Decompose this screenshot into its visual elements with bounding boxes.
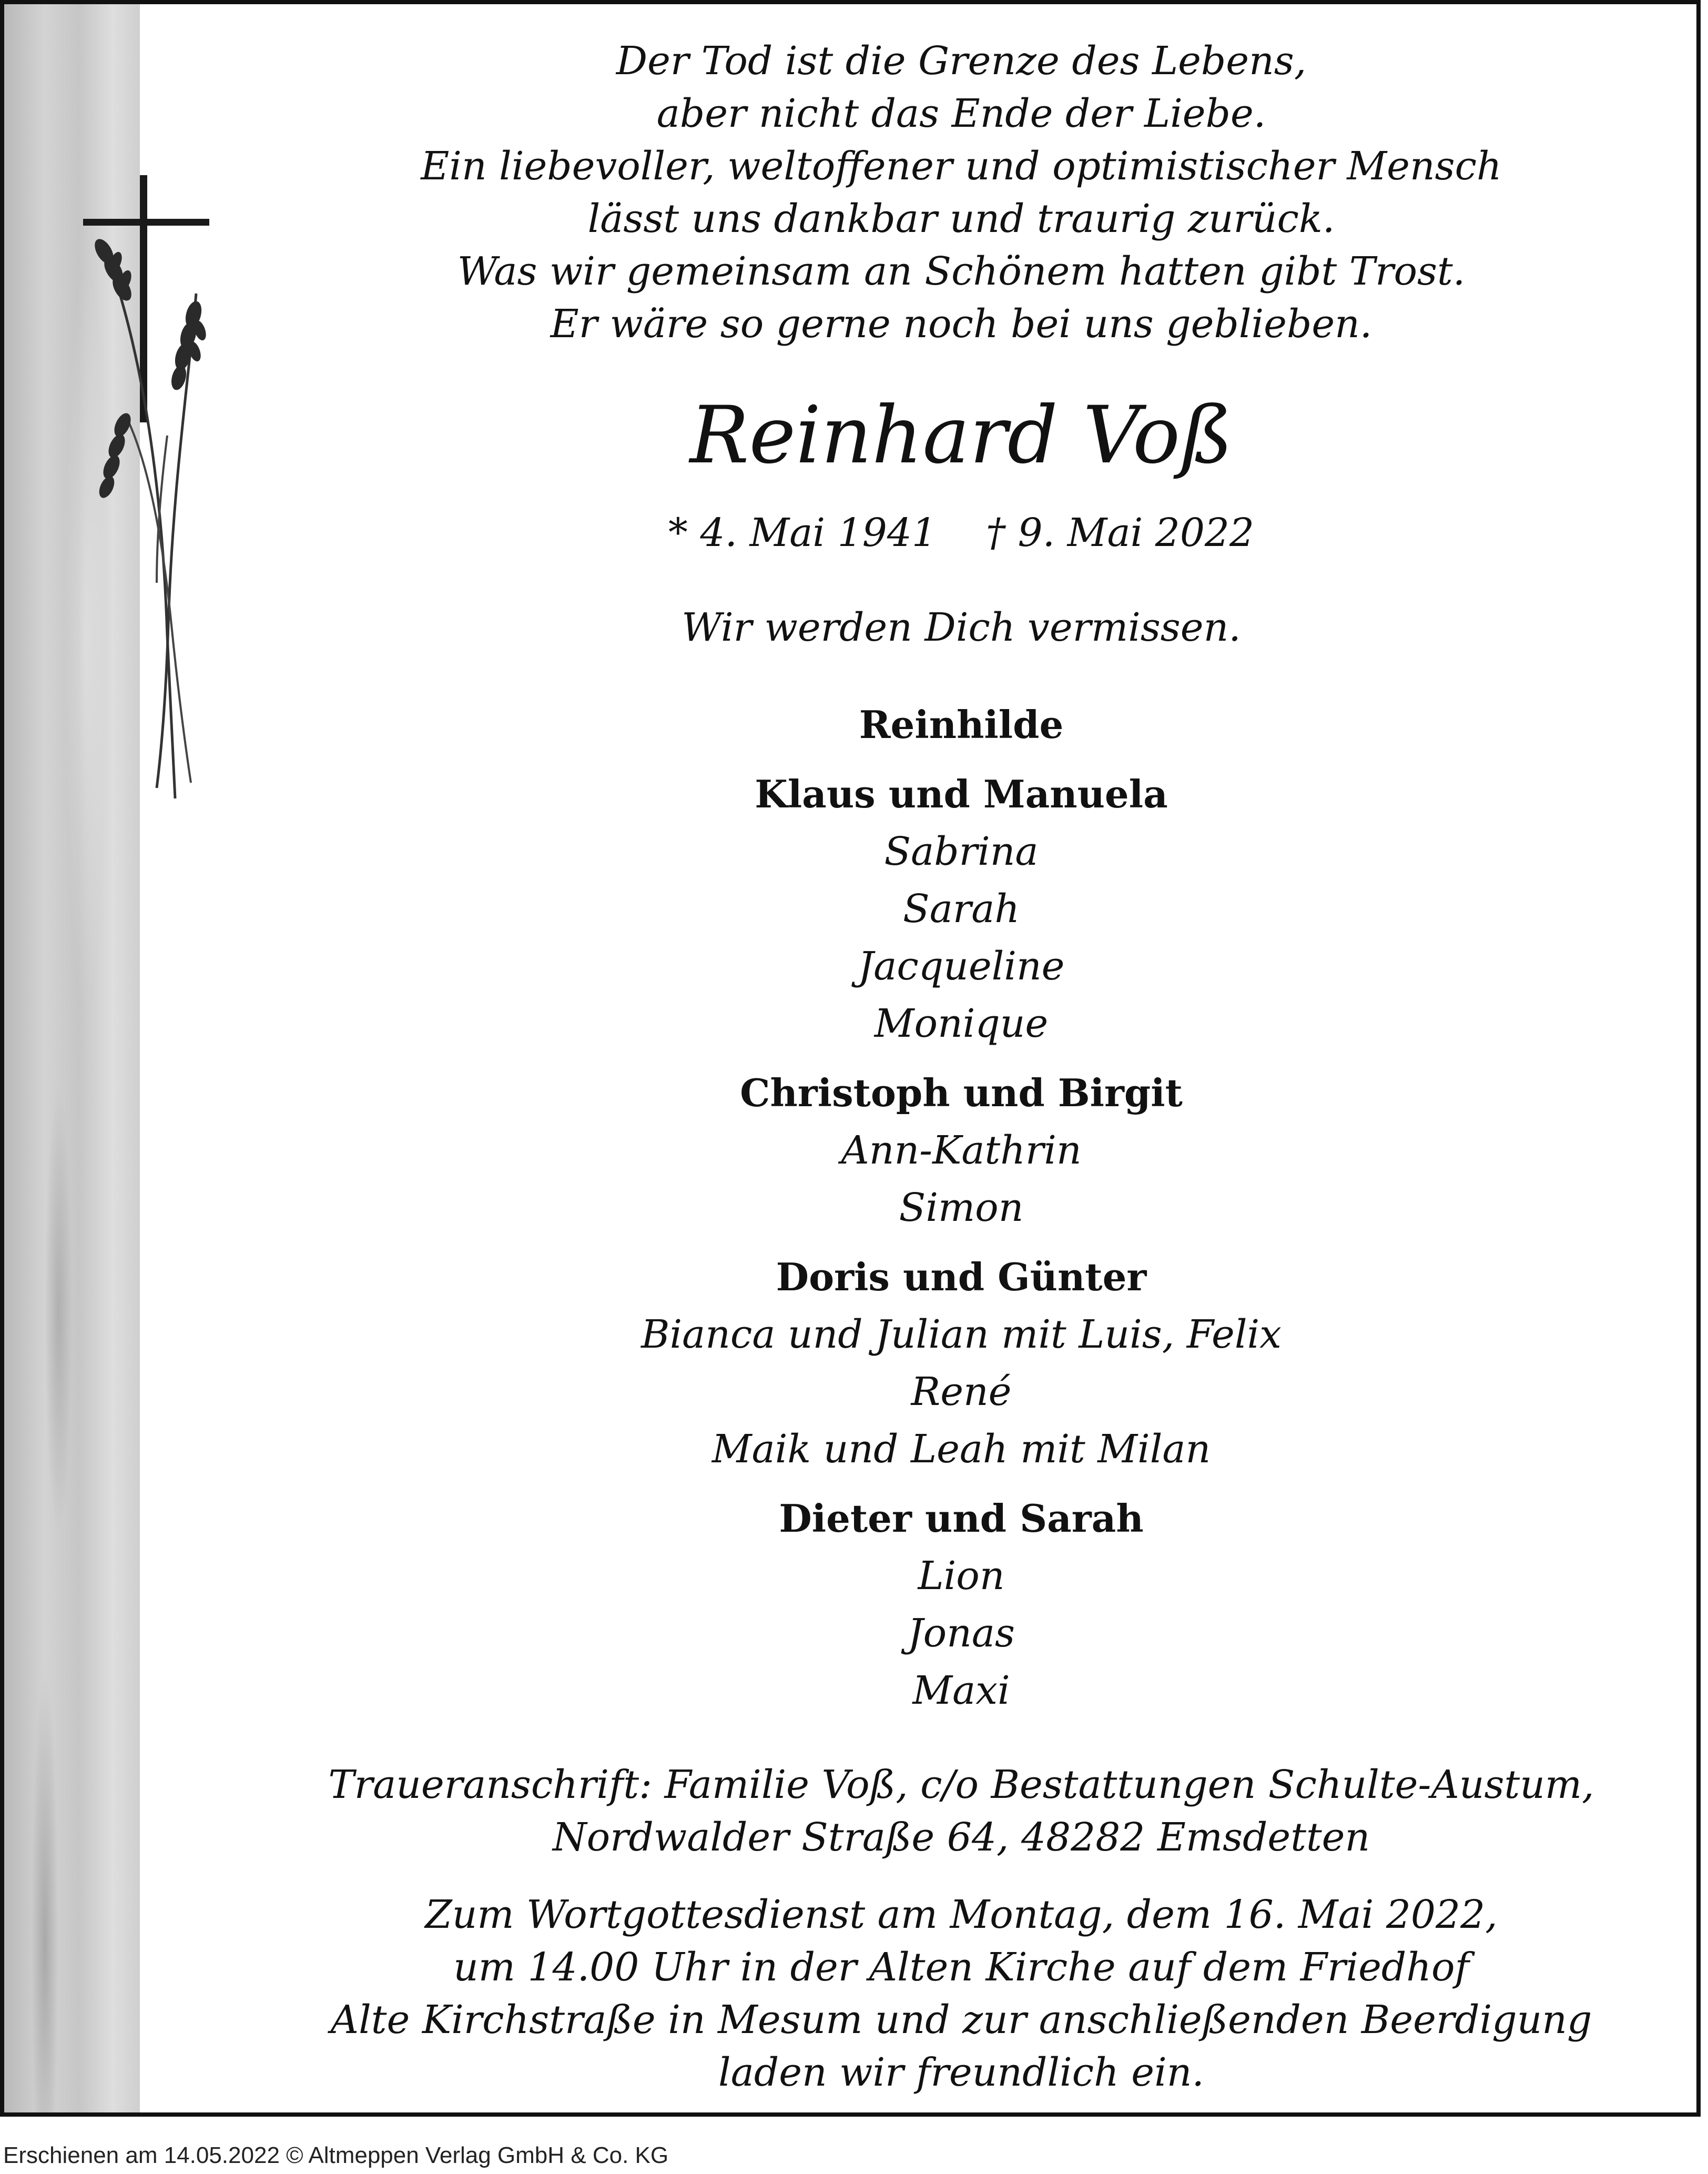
publication-footer: Erschienen am 14.05.2022 © Altmeppen Verlag GmbH & Co. KG [3, 2142, 669, 2168]
poem-line: Der Tod ist die Grenze des Lebens, [616, 38, 1307, 84]
address-line: Nordwalder Straße 64, 48282 Emsdetten [552, 1815, 1370, 1860]
address-line: Traueranschrift: Familie Voß, c/o Bestattungen Schulte-Austum, [328, 1762, 1594, 1807]
mourner-group-head: Christoph und Birgit [740, 1070, 1183, 1115]
mourner-group-head: Klaus und Manuela [755, 772, 1168, 816]
service-line: laden wir freundlich ein. [718, 2050, 1204, 2095]
mourner-member: Jonas [908, 1611, 1015, 1656]
poem-line: Was wir gemeinsam an Schönem hatten gibt Trost. [457, 249, 1466, 294]
mourner-member: Sabrina [884, 829, 1039, 874]
mourner-member: Monique [874, 1001, 1049, 1046]
mourner-member: Lion [918, 1553, 1005, 1599]
mourner-group-head: Dieter und Sarah [779, 1496, 1144, 1541]
mourner-member: Bianca und Julian mit Luis, Felix [641, 1312, 1282, 1357]
service-line: um 14.00 Uhr in der Alten Kirche auf dem Friedhof [453, 1945, 1469, 1990]
mourner-member: Jacqueline [858, 944, 1065, 989]
mourner-group [278, 696, 1645, 754]
mourner-group [278, 1064, 1645, 1237]
mourner-member: Ann-Kathrin [841, 1128, 1082, 1173]
mourner-group [278, 1248, 1645, 1478]
poem-line: Er wäre so gerne noch bei uns geblieben. [550, 301, 1372, 347]
mourners-list [278, 696, 1645, 1731]
service-info [278, 1888, 1645, 2099]
closing-line: Wir werden Dich vermissen. [682, 605, 1241, 650]
mourner-group [278, 765, 1645, 1053]
poem-line: Ein liebevoller, weltoffener und optimistischer Mensch [421, 144, 1502, 189]
mourner-member: Maik und Leah mit Milan [711, 1427, 1211, 1472]
poem-line: aber nicht das Ende der Liebe. [656, 91, 1266, 136]
mourner-group-head: Reinhilde [859, 702, 1064, 747]
mourner-group-head: Doris und Günter [776, 1255, 1147, 1299]
poem-line: lässt uns dankbar und traurig zurück. [587, 196, 1335, 241]
mourner-member: Sarah [903, 886, 1020, 932]
mourner-member: Simon [899, 1185, 1024, 1230]
mourner-member: Maxi [912, 1668, 1010, 1713]
mourner-group [278, 1490, 1645, 1720]
deceased-name: Reinhard Voß [689, 390, 1233, 481]
poem [278, 35, 1645, 350]
mourner-member: René [911, 1369, 1012, 1414]
mourning-address [278, 1758, 1645, 1864]
life-dates: * 4. Mai 1941 † 9. Mai 2022 [668, 510, 1255, 555]
service-line: Alte Kirchstraße in Mesum und zur anschließenden Beerdigung [330, 1997, 1592, 2042]
service-line: Zum Wortgottesdienst am Montag, dem 16. Mai 2022, [425, 1892, 1498, 1937]
